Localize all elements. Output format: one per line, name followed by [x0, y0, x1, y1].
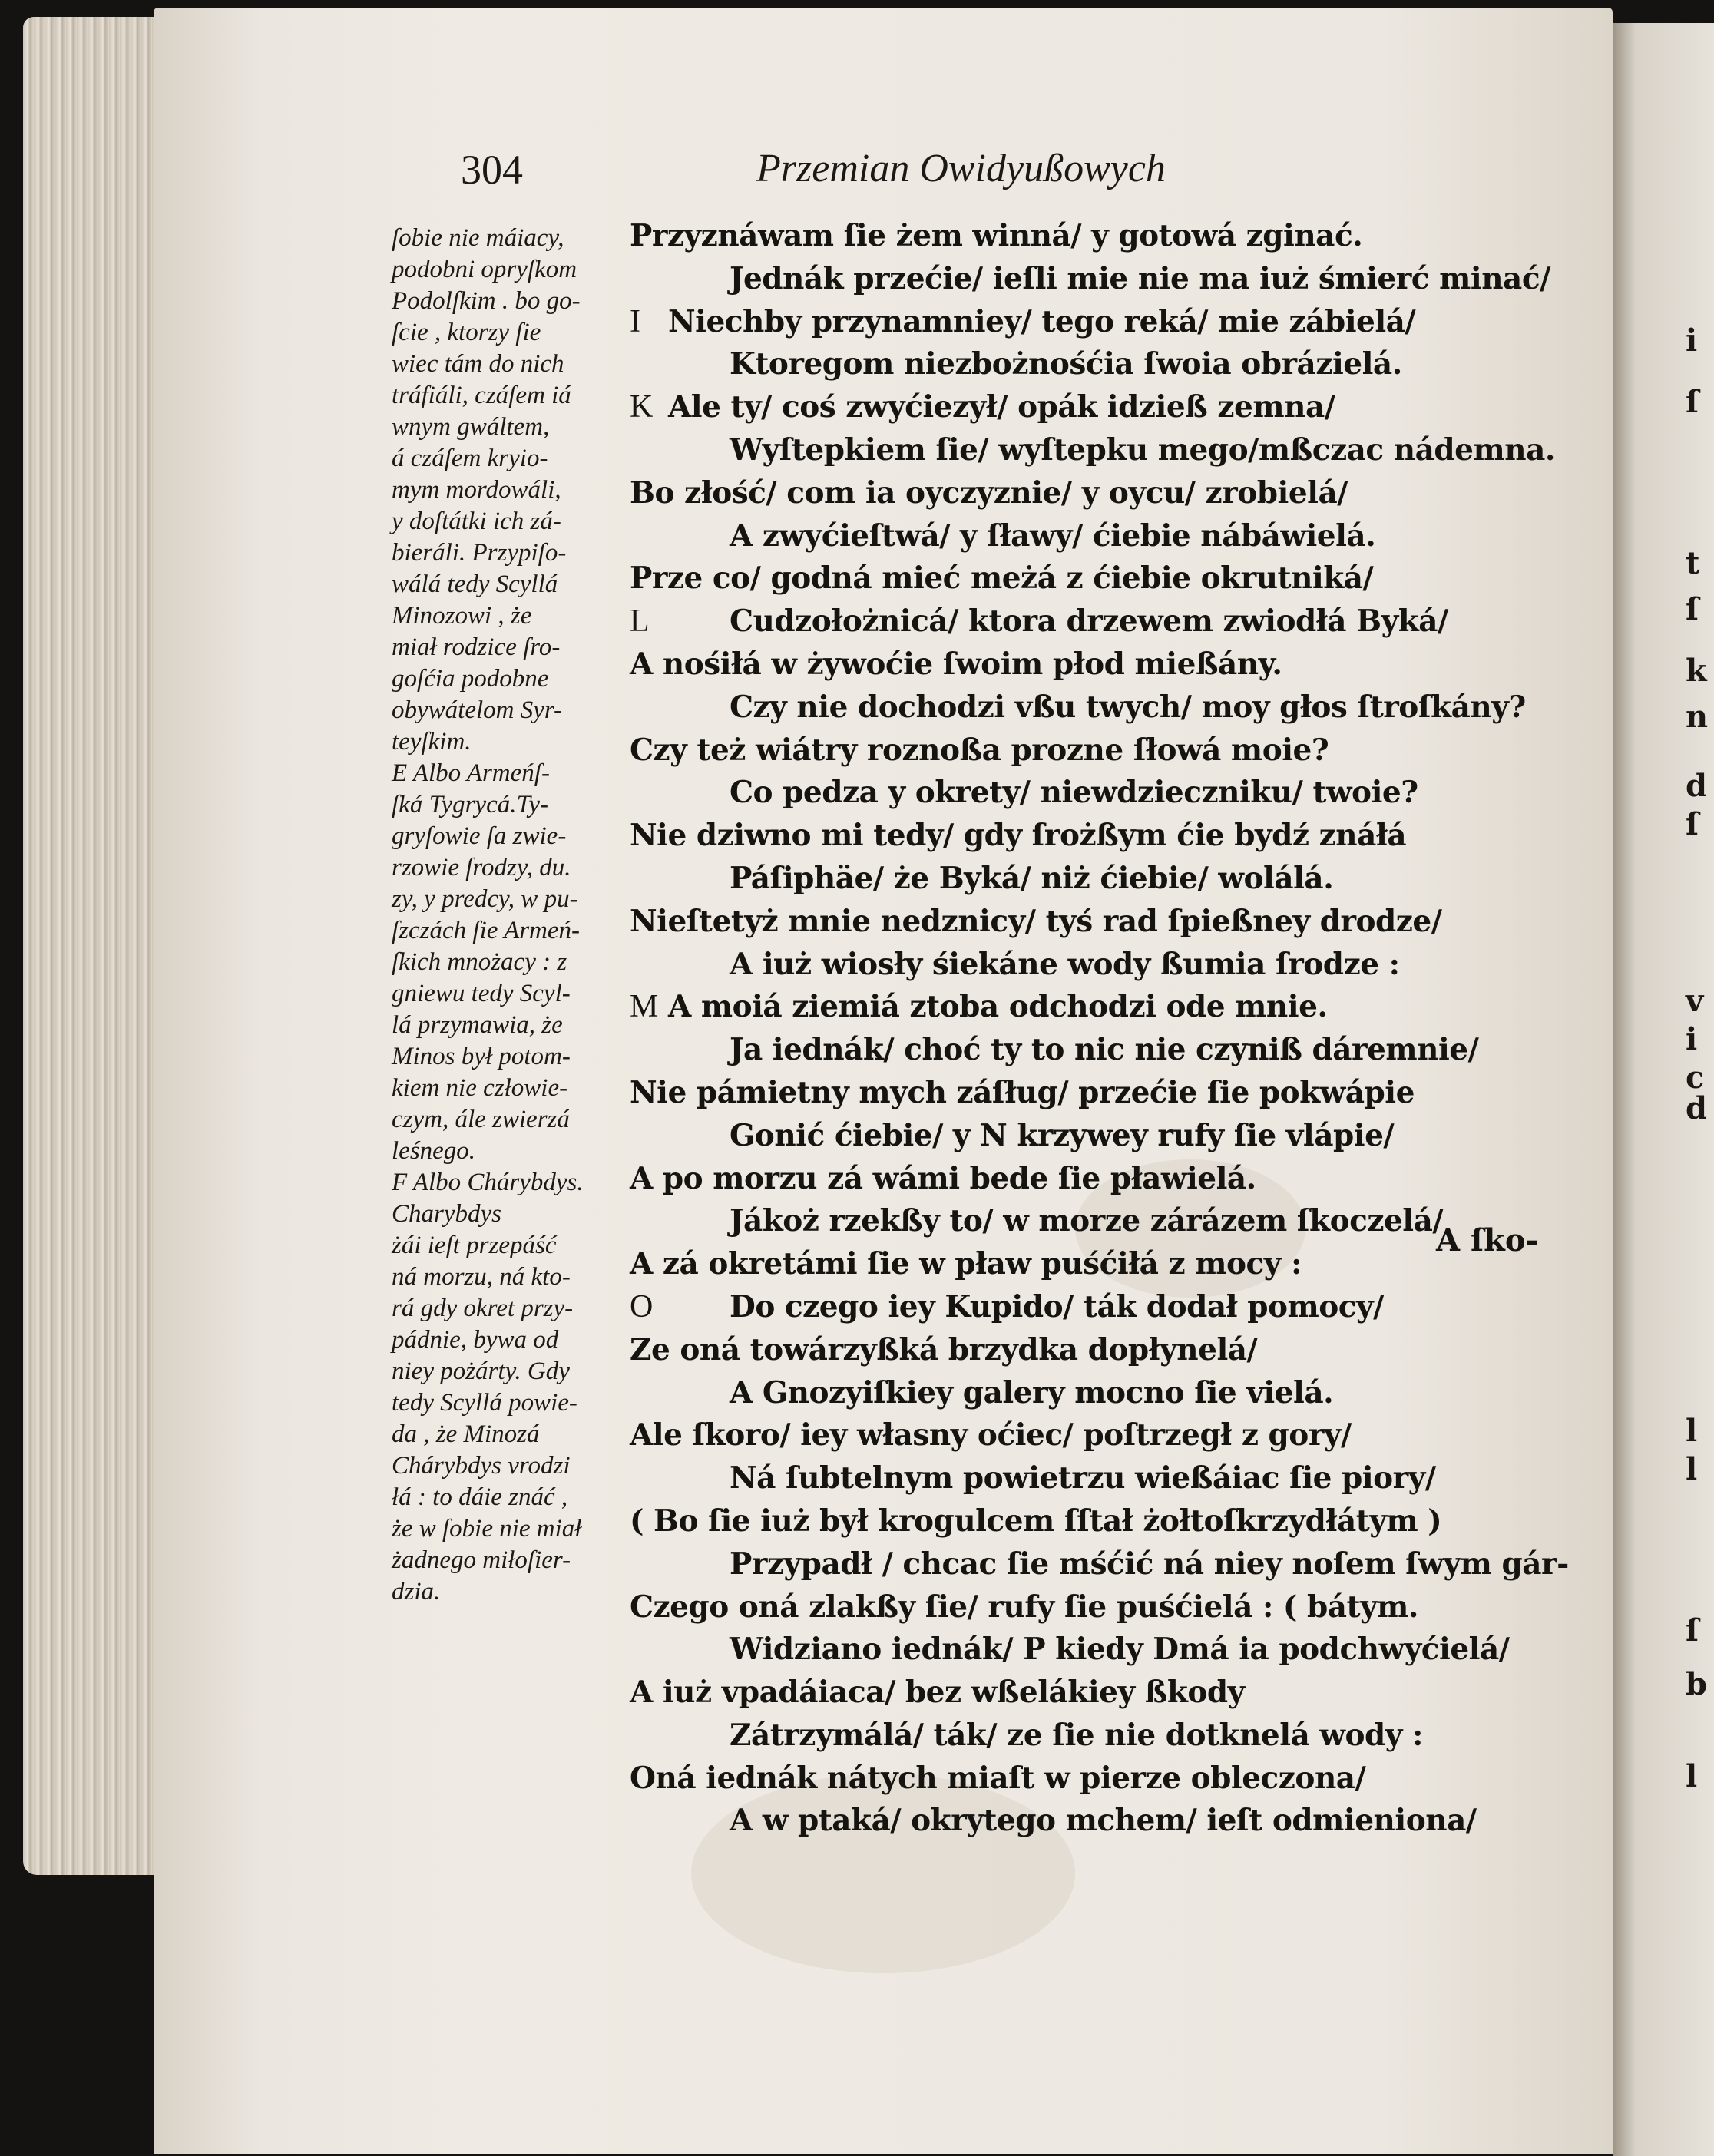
marginal-line: gniewu tedy Scyl-	[392, 980, 571, 1007]
marginal-line: y doſtátki ich zá-	[392, 508, 561, 535]
verse-line	[630, 301, 1536, 344]
verse-line	[630, 1158, 1536, 1201]
facing-page-fragment: c	[1686, 1060, 1705, 1096]
facing-page-fragment: i	[1686, 322, 1698, 359]
marginal-line: ſká Tygrycá.Ty-	[392, 791, 549, 818]
note-key-letter: K	[630, 389, 653, 425]
verse-line-text: A iuż wiosły śiekáne wody ßumia ſrodze :	[730, 946, 1400, 982]
verse-line-text: Jákoż rzekßy to/ w morze zárázem ſkoczelá/	[730, 1203, 1444, 1239]
marginal-line: miał rodzice ſro-	[392, 633, 561, 661]
verse-line	[630, 1243, 1536, 1286]
verse-line	[630, 429, 1555, 472]
verse-line	[630, 772, 1536, 815]
verse-line	[630, 1457, 1536, 1500]
verse-line-text: Przypadł / chcac ſie mśćić ná niey noſem ſwym gár-	[730, 1546, 1569, 1582]
verse-line-text: Do czego iey Kupido/ ták dodał pomocy/	[730, 1288, 1384, 1324]
verse-line-text: Co pedza y okrety/ niewdzieczniku/ twoie?	[730, 775, 1418, 811]
verse-line	[630, 215, 1536, 258]
marginal-line: Podolſkim . bo go-	[392, 287, 581, 315]
marginal-line: podobni opryſkom	[392, 256, 577, 283]
verse-line-text: A iuż vpadáiaca/ bez wßelákiey ßkody	[630, 1675, 1245, 1711]
note-key-letter: M	[630, 989, 658, 1025]
verse-line-text: Przyznáwam ſie żem winná/ y gotowá zginać.	[630, 218, 1363, 253]
verse-line	[630, 643, 1536, 686]
verse-line	[630, 258, 1550, 301]
verse-line-text: Bo złość/ com ia oyczyznie/ y oycu/ zrobielá/	[630, 475, 1348, 511]
verse-line	[630, 515, 1536, 558]
marginal-line: lá przymawia, że	[392, 1011, 563, 1039]
verse-line-text: Ná ſubtelnym powietrzu wießáiac ſie piory/	[730, 1460, 1436, 1496]
facing-page-fragment: b	[1686, 1666, 1707, 1702]
verse-line	[630, 1543, 1569, 1586]
marginal-line: ſobie nie máiacy,	[392, 224, 564, 252]
facing-page-fragment: n	[1686, 699, 1709, 735]
marginal-line: tráfiáli, czáſem iá	[392, 382, 571, 409]
facing-page-fragment: t	[1686, 545, 1700, 581]
marginal-line: wnym gwáltem,	[392, 413, 550, 441]
verse-line-text: A w ptaká/ okrytego mchem/ ieſt odmieniona/	[730, 1803, 1477, 1839]
verse-line	[630, 986, 1536, 1029]
verse-line-text: Jednák przećie/ ieſli mie nie ma iuż śmierć minać/	[730, 260, 1550, 296]
verse-line	[630, 1329, 1536, 1372]
running-title: Przemian Owidyußowych	[756, 147, 1166, 190]
facing-page-fragment: ſ	[1686, 806, 1699, 842]
facing-page-fragment: d	[1686, 768, 1707, 804]
verse-line	[630, 1629, 1536, 1672]
facing-page-fragment: d	[1686, 1090, 1707, 1126]
verse-line-text: Nie pámietny mych záſług/ przećie ſie pokwápie	[630, 1074, 1415, 1110]
facing-page-fragment: v	[1686, 983, 1704, 1019]
verse-line	[630, 1372, 1536, 1415]
facing-page-fragment: l	[1686, 1451, 1698, 1487]
verse-line-text: Gonić ćiebie/ y N krzywey rufy ſie vlápie/	[730, 1117, 1395, 1153]
verse-line	[630, 557, 1536, 600]
verse-line	[630, 1758, 1536, 1801]
marginal-line: niey pożárty. Gdy	[392, 1357, 570, 1385]
marginal-line: Minos był potom-	[392, 1043, 571, 1070]
verse-line-text: Nie dziwno mi tedy/ gdy ſrożßym ćie bydź znáłá	[630, 818, 1407, 854]
marginal-line: leśnego.	[392, 1137, 476, 1165]
marginal-line: zy, y predcy, w pu-	[392, 885, 578, 913]
verse-line-text: Oná iednák nátych miaſt w pierze obleczona/	[630, 1760, 1366, 1796]
marginal-line: ſcie , ktorzy ſie	[392, 319, 541, 346]
verse-line	[630, 1029, 1536, 1072]
verse-line-text: A nośiłá w żywoćie ſwoim płod mießány.	[630, 646, 1282, 682]
facing-page-fragment: ſ	[1686, 1612, 1699, 1648]
note-key-letter: L	[630, 603, 650, 640]
marginal-line: obywátelom Syr-	[392, 696, 563, 724]
verse-line-text: Czy nie dochodzi vßu twych/ moy głos ſtroſkány?	[730, 689, 1526, 725]
verse-line-text: Ze oná towárzyßká brzydka dopłynelá/	[630, 1331, 1258, 1367]
marginal-line: ſkich mnożacy : z	[392, 948, 567, 976]
marginal-line: kiem nie człowie-	[392, 1074, 568, 1102]
marginal-line: wálá tedy Scyllá	[392, 570, 558, 598]
marginal-line: tedy Scyllá powie-	[392, 1389, 577, 1417]
verse-line-text: Prze co/ godná mieć meżá z ćiebie okrutniká/	[630, 560, 1374, 597]
marginal-line: mym mordowáli,	[392, 476, 561, 504]
verse-line-text: A Gnozyiſkiey galery mocno ſie vielá.	[730, 1374, 1334, 1410]
verse-line	[630, 1200, 1536, 1243]
marginal-line: dzia.	[392, 1578, 441, 1605]
marginal-line: Charybdys	[392, 1200, 501, 1228]
verse-line-text: Páſiphäe/ że Byká/ niż ćiebie/ wolálá.	[730, 860, 1334, 896]
facing-page-fragment: ſ	[1686, 591, 1699, 627]
marginal-line: żadnego miłoſier-	[392, 1546, 571, 1574]
verse-line-text: Zátrzymálá/ ták/ ze ſie nie dotknelá wody :	[730, 1717, 1423, 1753]
verse-line	[630, 1115, 1536, 1158]
verse-line-text: ( Bo ſie iuż był krogulcem ſſtał żołtoſkrzydłátym )	[630, 1503, 1442, 1539]
verse-line-text: Cudzołożnicá/ ktora drzewem zwiodłá Byká/	[730, 603, 1448, 640]
facing-page-fragment: l	[1686, 1758, 1698, 1794]
verse-line-text: Ale ſkoro/ iey własny oćiec/ poſtrzegł z gory/	[630, 1417, 1352, 1453]
marginal-line: wiec tám do nich	[392, 350, 564, 378]
verse-line-text: A zwyćieſtwá/ y ſławy/ ćiebie nábáwielá.	[730, 518, 1376, 554]
verse-line	[630, 1414, 1536, 1457]
verse-line	[630, 343, 1536, 386]
marginal-line: czym, ále zwierzá	[392, 1106, 570, 1133]
facing-page-fragment: k	[1686, 653, 1707, 689]
marginal-line: żái ieſt przepáść	[392, 1232, 557, 1259]
marginal-line: bieráli. Przypiſo-	[392, 539, 567, 567]
verse-line	[630, 729, 1536, 772]
verse-line	[630, 944, 1536, 987]
verse-line-text: Ale ty/ coś zwyćiezył/ opák idzieß zemna/	[668, 389, 1335, 425]
note-key-letter: I	[630, 303, 640, 339]
note-key-letter: O	[630, 1288, 653, 1324]
marginal-line: goſćia podobne	[392, 665, 549, 693]
verse-line-text: Czy też wiátry roznoßa prozne ſłowá moie?	[630, 732, 1329, 768]
facing-page-fragment: ſ	[1686, 384, 1699, 420]
marginal-line: da , że Minozá	[392, 1420, 540, 1448]
marginal-line: teyſkim.	[392, 728, 472, 756]
verse-line-text: Ja iednák/ choć ty to nic nie czyniß dáremnie/	[730, 1032, 1479, 1068]
facing-page-fragment: i	[1686, 1021, 1698, 1057]
verse-line	[630, 686, 1536, 729]
marginal-line: rá gdy okret przy-	[392, 1295, 574, 1322]
verse-line	[630, 1586, 1536, 1629]
marginal-line: gryſowie ſa zwie-	[392, 822, 567, 850]
verse-line	[630, 815, 1536, 858]
verse-line	[630, 1500, 1536, 1543]
page-header	[0, 146, 1714, 207]
verse-line	[630, 1072, 1536, 1115]
facing-page-fragment: l	[1686, 1413, 1698, 1449]
facing-page-edge	[1613, 23, 1714, 2156]
verse-line	[630, 1286, 1536, 1329]
marginal-line: F Albo Chárybdys.	[392, 1169, 584, 1196]
verse-line-text: Niechby przynamniey/ tego reká/ mie zábielá/	[668, 303, 1416, 339]
verse-line	[630, 901, 1536, 944]
marginal-line: á czáſem kryio-	[392, 445, 548, 472]
verse-line	[630, 858, 1536, 901]
marginal-line: łá : to dáie znáć ,	[392, 1483, 568, 1511]
verse-line	[630, 386, 1536, 429]
verse-line-text: A zá okretámi ſie w pław puśćiłá z mocy :	[630, 1246, 1302, 1282]
verse-line	[630, 472, 1536, 515]
verse-line	[630, 1800, 1536, 1843]
verse-line	[630, 1672, 1536, 1715]
verse-line-text: A moiá ziemiá ztoba odchodzi ode mnie.	[668, 989, 1328, 1025]
marginal-notes	[392, 223, 637, 1608]
marginal-line: pádnie, bywa od	[392, 1326, 559, 1354]
verse-line-text: Widziano iednák/ P kiedy Dmá ia podchwyćielá/	[730, 1632, 1510, 1668]
verse-line	[630, 600, 1536, 643]
verse-line-text: Nieſtetyż mnie nedznicy/ tyś rad ſpießney drodze/	[630, 903, 1442, 939]
verse-text	[630, 215, 1569, 1843]
verse-line-text: Wyſtepkiem ſie/ wyſtepku mego/mßczac nádemna.	[730, 432, 1555, 468]
verse-line-text: Ktoregom niezbożnośćia ſwoia obrázielá.	[730, 346, 1402, 382]
marginal-line: ná morzu, ná kto-	[392, 1263, 571, 1291]
page-number: 304	[461, 147, 523, 193]
catchword: A ſko-	[1436, 1222, 1539, 1258]
verse-line	[630, 1715, 1536, 1758]
marginal-line: rzowie ſrodzy, du.	[392, 854, 571, 881]
marginal-line: Chárybdys vrodzi	[392, 1452, 571, 1480]
verse-line-text: A po morzu zá wámi bede ſie pławielá.	[630, 1160, 1256, 1196]
marginal-line: że w ſobie nie miał	[392, 1515, 582, 1543]
verse-line-text: Czego oná zlakßy ſie/ rufy ſie puśćielá : ( bátym.	[630, 1589, 1419, 1625]
marginal-line: E Albo Armeńſ-	[392, 759, 550, 787]
marginal-line: Minozowi , że	[392, 602, 532, 630]
marginal-line: ſzczách ſie Armeń-	[392, 917, 581, 944]
